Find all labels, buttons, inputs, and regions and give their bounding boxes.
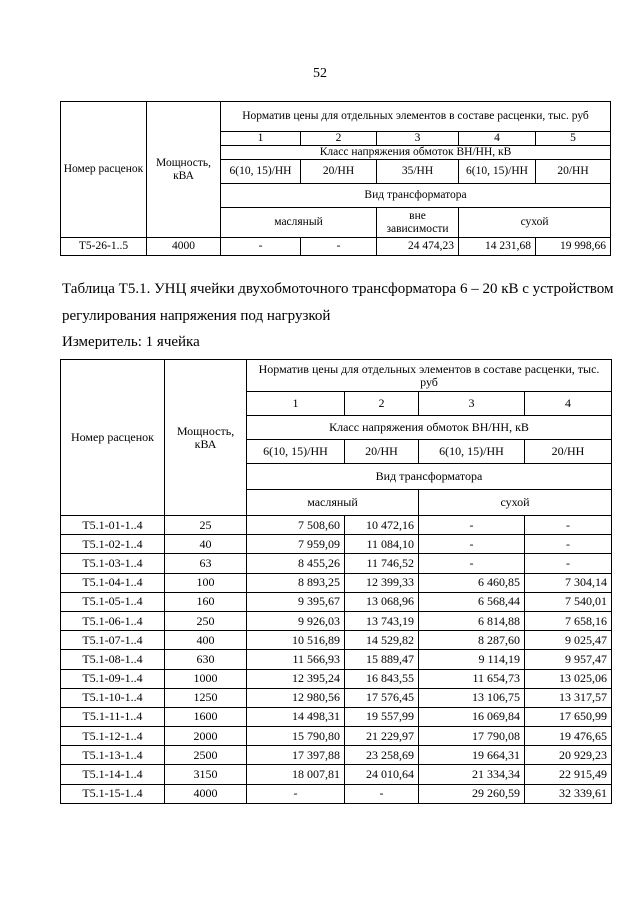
row-value: 23 258,69 — [345, 746, 419, 765]
table-row — [61, 746, 612, 765]
row-power: 25 — [165, 516, 247, 535]
row-value: 8 893,25 — [247, 573, 345, 592]
row-value: - — [301, 238, 377, 256]
table-row — [61, 650, 612, 669]
row-value: 9 957,47 — [525, 650, 612, 669]
row-value: 22 915,49 — [525, 765, 612, 784]
row-value: 12 395,24 — [247, 669, 345, 688]
voltage-cell: 6(10, 15)/НН — [247, 440, 345, 464]
voltage-cell: 20/НН — [301, 160, 377, 184]
row-value: 19 476,65 — [525, 727, 612, 746]
table-row — [61, 631, 612, 650]
col-num: 2 — [345, 392, 419, 416]
row-value: 14 498,31 — [247, 707, 345, 726]
table-row — [61, 669, 612, 688]
row-value: 15 889,47 — [345, 650, 419, 669]
row-value: 9 025,47 — [525, 631, 612, 650]
voltage-class-header: Класс напряжения обмоток ВН/НН, кВ — [247, 416, 612, 440]
row-value: 21 229,97 — [345, 727, 419, 746]
table-row — [61, 784, 612, 803]
row-value: - — [525, 554, 612, 573]
col-num: 4 — [459, 132, 536, 146]
row-code: Т5.1-10-1..4 — [61, 688, 165, 707]
table-row — [61, 535, 612, 554]
row-value: 20 929,23 — [525, 746, 612, 765]
row-code: Т5.1-13-1..4 — [61, 746, 165, 765]
row-power: 2500 — [165, 746, 247, 765]
row-value: 19 557,99 — [345, 707, 419, 726]
row-value: 6 460,85 — [419, 573, 525, 592]
voltage-cell: 20/НН — [536, 160, 611, 184]
voltage-cell: 6(10, 15)/НН — [459, 160, 536, 184]
row-value: 7 658,16 — [525, 611, 612, 630]
type-oil: масляный — [221, 208, 377, 238]
row-power: 160 — [165, 592, 247, 611]
voltage-cell: 6(10, 15)/НН — [221, 160, 301, 184]
row-value: 11 566,93 — [247, 650, 345, 669]
table-upper — [60, 101, 611, 256]
row-value: - — [247, 784, 345, 803]
measure-unit: Измеритель: 1 ячейка — [62, 334, 200, 350]
row-power: 630 — [165, 650, 247, 669]
col-num: 5 — [536, 132, 611, 146]
row-value: 7 959,09 — [247, 535, 345, 554]
row-code: Т5.1-09-1..4 — [61, 669, 165, 688]
type-any: вне зависимости — [377, 208, 459, 238]
row-code: Т5.1-05-1..4 — [61, 592, 165, 611]
table-row — [61, 238, 611, 256]
col-header-number: Номер расценок — [61, 360, 165, 516]
row-power: 2000 — [165, 727, 247, 746]
row-value: 13 106,75 — [419, 688, 525, 707]
row-value: 11 654,73 — [419, 669, 525, 688]
row-value: 11 084,10 — [345, 535, 419, 554]
row-value: 6 568,44 — [419, 592, 525, 611]
row-value: - — [345, 784, 419, 803]
col-num: 2 — [301, 132, 377, 146]
row-value: 10 516,89 — [247, 631, 345, 650]
row-value: - — [525, 516, 612, 535]
row-power: 63 — [165, 554, 247, 573]
row-value: 14 231,68 — [459, 238, 536, 256]
table-row — [61, 688, 612, 707]
row-value: 17 576,45 — [345, 688, 419, 707]
row-value: 24 010,64 — [345, 765, 419, 784]
col-num: 4 — [525, 392, 612, 416]
row-code: Т5.1-02-1..4 — [61, 535, 165, 554]
table-row — [61, 727, 612, 746]
norm-header: Норматив цены для отдельных элементов в составе расценки, тыс. руб — [247, 360, 612, 392]
row-value: - — [221, 238, 301, 256]
row-code: Т5.1-15-1..4 — [61, 784, 165, 803]
col-num: 1 — [221, 132, 301, 146]
row-code: Т5.1-08-1..4 — [61, 650, 165, 669]
transformer-type-header: Вид трансформатора — [247, 464, 612, 490]
row-value: 10 472,16 — [345, 516, 419, 535]
row-power: 100 — [165, 573, 247, 592]
table-row — [61, 554, 612, 573]
col-num: 3 — [419, 392, 525, 416]
row-code: Т5.1-04-1..4 — [61, 573, 165, 592]
row-power: 4000 — [165, 784, 247, 803]
row-value: 13 025,06 — [525, 669, 612, 688]
row-value: 19 998,66 — [536, 238, 611, 256]
col-num: 3 — [377, 132, 459, 146]
row-power: 1000 — [165, 669, 247, 688]
row-value: 29 260,59 — [419, 784, 525, 803]
col-header-number: Номер расценок — [61, 102, 147, 238]
row-code: Т5.1-07-1..4 — [61, 631, 165, 650]
row-value: 7 540,01 — [525, 592, 612, 611]
row-value: 11 746,52 — [345, 554, 419, 573]
row-value: - — [419, 535, 525, 554]
voltage-cell: 6(10, 15)/НН — [419, 440, 525, 464]
transformer-type-header: Вид трансформатора — [221, 184, 611, 208]
row-power: 40 — [165, 535, 247, 554]
row-value: 18 007,81 — [247, 765, 345, 784]
row-power: 250 — [165, 611, 247, 630]
row-value: 9 926,03 — [247, 611, 345, 630]
row-value: 17 650,99 — [525, 707, 612, 726]
page-number: 52 — [313, 66, 327, 81]
row-value: 9 114,19 — [419, 650, 525, 669]
table-row — [61, 516, 612, 535]
table-row — [61, 707, 612, 726]
row-code: Т5.1-14-1..4 — [61, 765, 165, 784]
row-value: - — [419, 516, 525, 535]
row-value: 9 395,67 — [247, 592, 345, 611]
row-value: 13 743,19 — [345, 611, 419, 630]
row-value: 6 814,88 — [419, 611, 525, 630]
table-caption-line2: регулирования напряжения под нагрузкой — [62, 308, 331, 324]
row-value: 12 980,56 — [247, 688, 345, 707]
row-value: 13 068,96 — [345, 592, 419, 611]
row-value: 8 287,60 — [419, 631, 525, 650]
table-caption-line1: Таблица Т5.1. УНЦ ячейки двухобмоточного трансформатора 6 – 20 кВ с устройством — [62, 281, 614, 297]
voltage-cell: 20/НН — [345, 440, 419, 464]
voltage-class-header: Класс напряжения обмоток ВН/НН, кВ — [221, 146, 611, 160]
row-power: 3150 — [165, 765, 247, 784]
row-value: 17 790,08 — [419, 727, 525, 746]
row-code: Т5.1-01-1..4 — [61, 516, 165, 535]
row-value: 16 843,55 — [345, 669, 419, 688]
row-value: 8 455,26 — [247, 554, 345, 573]
row-value: 7 508,60 — [247, 516, 345, 535]
row-value: 12 399,33 — [345, 573, 419, 592]
row-value: 14 529,82 — [345, 631, 419, 650]
row-power: 4000 — [147, 238, 221, 256]
row-value: 17 397,88 — [247, 746, 345, 765]
row-power: 400 — [165, 631, 247, 650]
voltage-cell: 20/НН — [525, 440, 612, 464]
voltage-cell: 35/НН — [377, 160, 459, 184]
row-value: 13 317,57 — [525, 688, 612, 707]
row-power: 1250 — [165, 688, 247, 707]
table-main — [60, 359, 612, 804]
row-code: Т5.1-12-1..4 — [61, 727, 165, 746]
row-value: 19 664,31 — [419, 746, 525, 765]
table-row — [61, 611, 612, 630]
row-value: 32 339,61 — [525, 784, 612, 803]
row-power: 1600 — [165, 707, 247, 726]
row-value: 7 304,14 — [525, 573, 612, 592]
row-code: Т5-26-1..5 — [61, 238, 147, 256]
type-oil: масляный — [247, 490, 419, 516]
col-num: 1 — [247, 392, 345, 416]
type-dry: сухой — [419, 490, 612, 516]
row-value: - — [525, 535, 612, 554]
row-value: 16 069,84 — [419, 707, 525, 726]
row-value: 15 790,80 — [247, 727, 345, 746]
row-value: 21 334,34 — [419, 765, 525, 784]
table-row — [61, 573, 612, 592]
row-code: Т5.1-06-1..4 — [61, 611, 165, 630]
row-value: - — [419, 554, 525, 573]
col-header-power: Мощность, кВА — [147, 102, 221, 238]
row-value: 24 474,23 — [377, 238, 459, 256]
type-dry: сухой — [459, 208, 611, 238]
row-code: Т5.1-11-1..4 — [61, 707, 165, 726]
table-row — [61, 765, 612, 784]
row-code: Т5.1-03-1..4 — [61, 554, 165, 573]
table-row — [61, 592, 612, 611]
norm-header: Норматив цены для отдельных элементов в составе расценки, тыс. руб — [221, 102, 611, 132]
col-header-power: Мощность, кВА — [165, 360, 247, 516]
